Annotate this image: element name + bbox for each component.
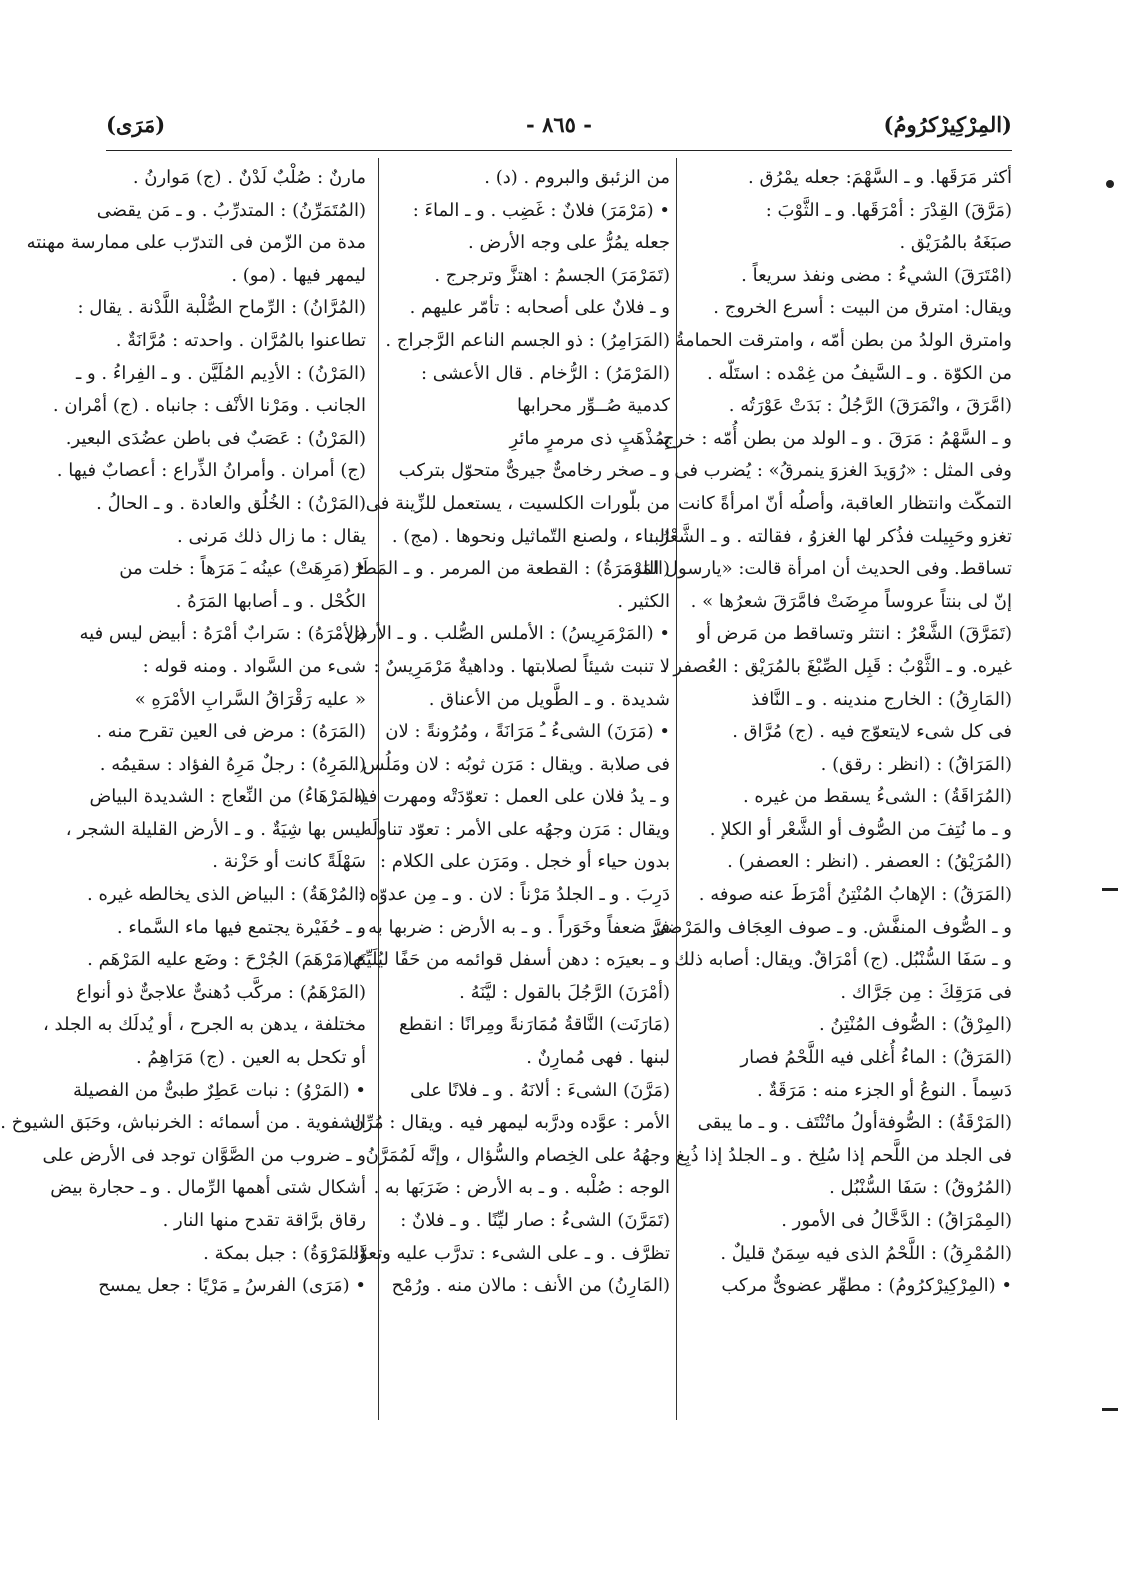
entry-line: لا تنبت شيئاً لصلابتها . وداهيةٌ مَرْمَرِيسٌ : <box>373 655 670 677</box>
entry-line: (مَرَّنَ) الشىءَ : ألانَهُ . و ـ فلانًا على <box>410 1079 670 1101</box>
entry-line: (مَرَّقَ) القِدْرَ : أمْرَقَها. و ـ الثَّوْبَ : <box>765 199 1012 221</box>
entry-line: و ـ يدُ فلان على العمل : تعوّدَتْه ومهرت فيه. <box>347 786 670 808</box>
entry-line: أكثر مَرَقَها. و ـ السَّهْمَ: جعله يمْرُق . <box>748 167 1012 188</box>
entry-line: البناء ، ولصنع التّماثيل ونحوها . (مج) . <box>391 525 670 547</box>
entry-line: أو تكحل به العين . (ج) مَرَاهِمُ . <box>135 1047 366 1069</box>
entry-line: (المُرَّانُ) : الرِّماح الصُّلْبة اللَّدْنة . يقال : <box>77 297 366 319</box>
entry-line: وامترق الولدُ من بطن أمّه ، وامترقت الحمامةُ <box>675 329 1012 351</box>
entry-line: صبَغَهُ بالمُرَيْق . <box>899 232 1012 254</box>
entry-line: • (المَرْمَرِيسُ) : الأملس الصُّلب . و ـ الأرض <box>346 623 670 645</box>
entry-line: (المَرْوَةُ) : جبل بمكة . <box>203 1242 366 1264</box>
entry-line: الكُحْل . و ـ أصابها المَرَهُ . <box>175 590 366 612</box>
entry-line: (المَرْنُ) : الخُلُق والعادة . و ـ الحالُ . <box>96 492 366 514</box>
entry-line: شىء من السَّواد . ومنه قوله : <box>142 655 366 677</box>
entry-line: (المُرْهَةُ) : البياض الذى يخالطه غيره . <box>87 884 366 906</box>
entry-line: و ـ حُفَيْرة يجتمع فيها ماء السَّماء . <box>116 916 366 938</box>
entry-line: الوجه : صُلْبه . و ـ به الأرض : ضَرَبَها به . <box>373 1177 670 1199</box>
entry-line: و ـ ما نُتِفَ من الصُّوف أو الشَّعْر أو الكلإ . <box>709 818 1012 840</box>
entry-line: ويقال: امترق من البيت : أسرع الخروج . <box>713 297 1012 319</box>
entry-line: فى صلابة . ويقال : مَرَن ثوبُه : لان ومَلُس . <box>351 753 670 775</box>
entry-line: و ـ صخر رخامىٌّ جيرىٌّ متحوّل بتركب <box>398 460 670 482</box>
entry-line: (المَرْنُ) : الأدِيم المُلَيَّن . و ـ الفِراءُ . و ـ <box>76 362 366 384</box>
entry-line: كدمية صُــوِّر محرابها <box>517 395 670 417</box>
entry-line: فى كل شىء لايتعوّج فيه . (ج) مُرَّاق . <box>732 721 1012 743</box>
entry-line: (تَمَرْمَرَ) الجسمُ : اهتزَّ وترجرج . <box>434 264 670 286</box>
entry-line: (المِرْقُ) : الصُّوف المُنْتِنُ . <box>818 1014 1012 1036</box>
entry-line: ويقال : مَرَن وجهُه على الأمر : تعوّد تناولَه <box>362 818 670 840</box>
entry-line: (ج) أمران . وأمرانُ الذِّراع : أعصابٌ فيها . <box>56 460 366 482</box>
entry-line: • (المَرْوُ) : نبات عَطِرٌ طبىٌّ من الفصيلة <box>73 1079 366 1101</box>
entry-line: غيره. و ـ الثَّوْبُ : قَبِل الصِّبْغَ بالمُرَيْق : العُصفر . <box>661 655 1012 677</box>
entry-line: (الأمْرَهُ) : سَرابٌ أمْرَهُ : أبيض ليس فيه <box>79 623 366 645</box>
entry-line: • (مَرَنَ) الشىءُ ـُ مَرَانَةً ، ومُرُونةً : لان <box>385 721 670 743</box>
header-rule <box>106 150 1012 151</box>
entry-line: فرَّ ضعفاً وخَوَراً . و ـ به الأرض : ضربها به . <box>356 916 670 938</box>
entry-line: من الكوّة . و ـ السَّيفُ من غِمْده : استَلّه . <box>707 362 1012 384</box>
entry-line: أشكال شتى أهمها الرِّمال . و ـ حجارة بيض <box>50 1177 366 1199</box>
entry-line: (المَارِنُ) من الأنف : مالان منه . ورُمْح <box>391 1275 670 1297</box>
margin-tick-icon <box>1102 888 1118 891</box>
entry-line: (المَرْهَاءُ) من النِّعاج : الشديدة البياض <box>89 786 366 808</box>
entry-line: تظرَّف . و ـ على الشىء : تدرَّب عليه وتعوَّد . <box>339 1242 670 1264</box>
entry-line: (المُرَيْقُ) : العصفر . (انظر : العصفر) . <box>727 851 1012 873</box>
entry-line: يقال : ما زال ذلك مَرنى . <box>177 525 366 547</box>
entry-line: (المُرَاقَةُ) : الشىءُ يسقط من غيره . <box>742 786 1012 808</box>
header-last-headword: (مَرَى) <box>106 112 166 137</box>
entry-line: (مَارَنَت) النَّاقةُ مُمَارَنةً ومِرانًا : انقطع <box>399 1014 670 1036</box>
entry-line: (المَرَهُ) : مرض فى العين تقرح منه . <box>96 721 366 743</box>
entry-line: (المَرْمَرُ) : الرُّخام . قال الأعشى : <box>420 362 670 384</box>
margin-tick-icon <box>1102 1408 1118 1411</box>
entry-line: التمكّث وانتظار العاقبة، وأصلُه أنّ امرأةً كانت <box>677 492 1012 514</box>
entry-line: و ـ بعيرَه : دهن أسفل قوائمه من حَفًا ليُلَيِّنَها . <box>335 949 670 971</box>
entry-line: (المَرِهُ) : رجلٌ مَرِهُ الفؤاد : سقيمُه . <box>99 753 366 775</box>
entry-line: الشفوية . من أسمائه : الخرنباش، وحَبَق الشيوخ . <box>0 1112 366 1134</box>
margin-bullet-icon <box>1106 180 1114 188</box>
entry-line: (المُمْرِقُ) : اللَّحْمُ الذى فيه سِمَنٌ قليلٌ . <box>720 1242 1012 1264</box>
entry-line: (المُتَمَرِّنُ) : المتدرِّبُ . و ـ مَن يقضى <box>96 199 366 221</box>
entry-line: من الزئبق والبروم . (د) . <box>484 167 670 188</box>
entry-line: وجهُهُ على الخِصام والسُّؤال ، وإنَّه لَمُمَرَّنُ <box>365 1144 670 1166</box>
entry-line: • (المِرْكِيرْكرُومُ) : مطهِّر عضوىٌّ مركب <box>721 1275 1012 1297</box>
entry-line: (تَمَرَّقَ) الشَّعْرُ : انتثر وتساقط من مَرض أو <box>697 623 1012 645</box>
entry-line: و ـ السَّهْمُ : مَرَقَ . و ـ الولد من بطن أُمّه : خرج. <box>657 427 1012 449</box>
entry-line: (المُرُوقُ) : سَفَا السُّنْبُل . <box>829 1177 1012 1199</box>
entry-line: • (مَرَى) الفرسُ ـِ مَرْيًا : جعل يمسح <box>98 1275 366 1297</box>
entry-line: (أمْرَنَ) الرَّجُلَ بالقول : ليَّنَهُ . <box>459 981 670 1003</box>
entry-line: (المَرَاقُ) : (انظر : رقق) . <box>820 753 1012 775</box>
entry-line: من بلّورات الكلسيت ، يستعمل للزِّينة فى <box>365 492 670 514</box>
entry-line: ليس بها شِيَةٌ . و ـ الأرض القليلة الشجر ، <box>65 818 366 840</box>
entry-line: مختلفة ، يدهن به الجرح ، أو يُدلَك به الجلد ، <box>43 1014 366 1036</box>
entry-line: (المَرْنُ) : عَصَبٌ فى باطن عضُدَى البعير. <box>65 427 366 449</box>
entry-line: (المِمْرَاقُ) : الدَّخَّالُ فى الأمور . <box>781 1210 1012 1231</box>
entry-line: (المَرْمَرَةُ) : القطعة من المرمر . و ـ المَطَرُ <box>352 558 670 580</box>
entry-line: تطاعنوا بالمُرَّان . واحدته : مُرَّانَةٌ . <box>115 329 366 351</box>
entry-line: • (مَرِهَتْ) عينُه ـَ مَرَهاً : خلت من <box>119 558 366 580</box>
entry-line: • (مَرْمَرَ) فلانٌ : غَضِب . و ـ الماءَ : <box>412 199 670 221</box>
entry-line: الأمر : عوَّده ودرَّبه ليمهر فيه . ويقال : مُرِّن <box>350 1112 670 1134</box>
entry-line: تساقط. وفى الحديث أن امرأة قالت: «يارسول الله، <box>627 558 1012 580</box>
entry-line: الجانب . ومَرْنا الأنْف : جانباه . (ج) أمْران . <box>52 395 366 417</box>
entry-line: و ـ الصُّوف المنفَّش. و ـ صوف العِجَاف والمَرْضى . <box>640 916 1012 938</box>
entry-line: (امَّرَقَ ، وانْمَرَقَ) الرَّجُلُ : بَدَتْ عَوْرَتُه . <box>728 395 1012 417</box>
entry-line: إنّ لى بنتاً عروساً مرِضَتْ فامَّرَقَ شعرُها » . <box>690 590 1012 612</box>
entry-line: فى الجلد من اللَّحم إذا سُلِخ . و ـ الجلدُ إذا ذُبِغ . <box>664 1144 1012 1166</box>
entry-line: « عليه رَقْرَاقُ السَّرابِ الأمْرَهِ » <box>134 688 366 710</box>
entry-line: جعله يمُرُّ على وجه الأرض . <box>468 232 670 254</box>
entry-line: (المَرْقَةُ) : الصُّوفةأولُ ماتُنْتَف . و ـ ما يبقى <box>697 1112 1012 1134</box>
entry-line: بِمُذْهَبٍ ذى مرمرٍ مائرِ <box>509 427 670 449</box>
entry-line: (المَرَقُ) : الماءُ أُغلى فيه اللَّحْمُ فصار <box>740 1047 1012 1069</box>
entry-line: (تَمَرَّنَ) الشىءُ : صار ليِّنًا . و ـ فلانٌ : <box>400 1210 670 1231</box>
entry-line: بدون حياء أو خجل . ومَرَن على الكلام : <box>379 851 670 873</box>
entry-line: فى مَرَقِكَ : مِن جَرَّاك . <box>840 981 1012 1003</box>
entry-line: و ـ ضروب من الصَّوَّان توجد فى الأرض على <box>42 1144 366 1166</box>
entry-line: و ـ فلانٌ على أصحابه : تأمّر عليهم . <box>409 297 670 319</box>
entry-line: (المَارِقُ) : الخارج مندينه . و ـ النَّافذ <box>751 688 1012 710</box>
entry-line: و ـ سَفَا السُّنْبُل. (ج) أمْرَاقٌ. ويقال: أصابه ذلك <box>674 949 1012 971</box>
entry-line: • (مَرْهَمَ) الجُرْحَ : وضَع عليه المَرْهَم . <box>87 949 366 971</box>
entry-line: ليمهر فيها . (مو) . <box>231 264 366 286</box>
page-header <box>106 112 1012 152</box>
entry-line: (المَرْهَمُ) : مركَّب دُهنىٌّ علاجىٌّ ذو أنواع <box>76 981 366 1003</box>
header-first-headword: (المِرْكِيرْكرُومُ) <box>883 112 1012 137</box>
entry-line: شديدة . و ـ الطَّويل من الأعناق . <box>428 688 670 710</box>
column-left <box>0 162 366 1412</box>
entry-line: دَسِماً . النوعُ أو الجزء منه : مَرَقَةٌ . <box>757 1079 1012 1101</box>
entry-line: وفى المثل : «رُوَيدَ الغزوَ ينمرقُ» : يُضرب فى <box>674 460 1012 482</box>
entry-line: مدة من الزّمن فى التدرّب على ممارسة مهنته <box>26 232 366 254</box>
entry-line: (المَرَامِرُ) : ذو الجسم الناعم الرَّجراج . <box>385 329 670 351</box>
entry-line: (امْتَرَقَ) الشيءُ : مضى ونفذ سريعاً . <box>741 264 1012 286</box>
entry-line: (المَرَقُ) : الإهابُ المُنْتِنُ أمْرَطَ عنه صوفه . <box>698 884 1012 906</box>
entry-line: لبنها . فهى مُمارِنٌ . <box>526 1047 670 1069</box>
entry-line: دَرِبَ . و ـ الجلدُ مَرْناً : لان . و ـ مِن عدوّه : <box>357 884 670 906</box>
entry-line: تغزو وحَبِيلت فذُكر لها الغزوُ ، فقالته . و ـ الشَّعْرُ : <box>648 525 1012 547</box>
entry-line: الكثير . <box>617 590 670 612</box>
entry-line: مارنٌ : صُلْبٌ لَدْنٌ . (ج) مَوارنُ . <box>132 167 366 188</box>
column-middle <box>335 162 670 1412</box>
entry-line: سَهْلَةً كانت أو حَزْنة . <box>212 851 366 873</box>
entry-line: رقاق برَّاقة تقدح منها النار . <box>162 1210 366 1231</box>
page-number: - ٨٦٥ - <box>526 112 592 137</box>
